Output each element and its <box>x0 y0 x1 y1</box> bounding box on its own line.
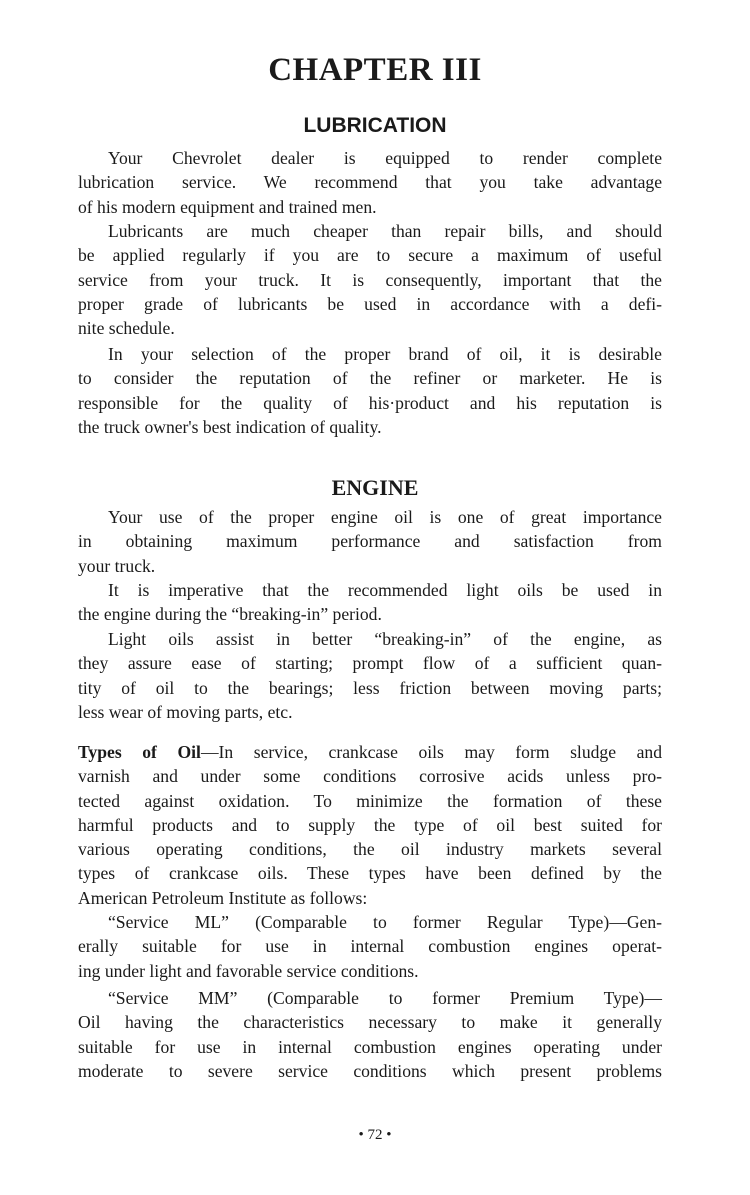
text-line: proper grade of lubricants be used in accordance with a defi- <box>78 293 662 314</box>
text-line: in obtaining maximum performance and satisfaction from <box>78 531 662 552</box>
paragraph-light-oils <box>78 627 662 724</box>
paragraph-service-ml <box>78 910 662 983</box>
text-line: your truck. <box>78 555 156 576</box>
paragraph-service-mm <box>78 986 662 1083</box>
text-line: It is imperative that the recommended light oils be used in <box>108 580 662 600</box>
text-line: various operating conditions, the oil industry markets several <box>78 839 662 860</box>
paragraph-brand <box>78 342 662 439</box>
text-line: In your selection of the proper brand of oil, it is desirable <box>108 344 662 364</box>
text-line: nite schedule. <box>78 318 175 339</box>
text-line: Light oils assist in better “breaking-in” of the engine, as <box>108 629 662 649</box>
text-line: tity of oil to the bearings; less friction between moving parts; <box>78 677 662 698</box>
text-line: to consider the reputation of the refiner or marketer. He is <box>78 368 662 389</box>
text-line: Oil having the characteristics necessary to make it generally <box>78 1012 662 1033</box>
text-line: erally suitable for use in internal combustion engines operat- <box>78 936 662 957</box>
text-line: Your Chevrolet dealer is equipped to render complete <box>108 148 662 168</box>
text-line: lubrication service. We recommend that you take advantage <box>78 172 662 193</box>
text-line: the truck owner's best indication of quality. <box>78 416 382 437</box>
text-line: they assure ease of starting; prompt flow of a sufficient quan- <box>78 653 662 674</box>
text-line: be applied regularly if you are to secure a maximum of useful <box>78 245 662 266</box>
page-number: • 72 • <box>358 1127 392 1143</box>
text-line: ing under light and favorable service conditions. <box>78 960 419 981</box>
section-title-engine: ENGINE <box>331 475 419 500</box>
text-line: moderate to severe service conditions which present problems <box>78 1060 662 1081</box>
paragraph-lubricants <box>78 219 662 340</box>
paragraph-breaking-in <box>78 578 662 627</box>
text-line: Lubricants are much cheaper than repair bills, and should <box>108 221 662 241</box>
text-span: —In service, crankcase oils may form sludge and <box>200 742 662 762</box>
text-line: Your use of the proper engine oil is one of great importance <box>108 507 662 527</box>
text-line: tected against oxidation. To minimize the formation of these <box>78 790 662 811</box>
text-line: varnish and under some conditions corrosive acids unless pro- <box>78 766 662 787</box>
text-line: types of crankcase oils. These types have been defined by the <box>78 863 662 884</box>
paragraph-engine-oil <box>78 505 662 578</box>
chapter-title: CHAPTER III <box>268 52 482 88</box>
runin-heading: Types of Oil <box>78 742 201 762</box>
text-line: American Petroleum Institute as follows: <box>78 887 368 908</box>
text-line: the engine during the “breaking-in” period. <box>78 604 382 625</box>
text-line: responsible for the quality of his·product and his reputation is <box>78 392 662 413</box>
text-line: suitable for use in internal combustion engines operating under <box>78 1036 662 1057</box>
text-line: “Service MM” (Comparable to former Premium Type)— <box>108 988 662 1008</box>
text-line: harmful products and to supply the type of oil best suited for <box>78 814 662 835</box>
text-line: less wear of moving parts, etc. <box>78 701 293 722</box>
paragraph-dealer <box>78 146 662 219</box>
text-line: service from your truck. It is consequently, important that the <box>78 269 662 290</box>
text-line: of his modern equipment and trained men. <box>78 196 377 217</box>
paragraph-types-of-oil <box>78 740 662 910</box>
text-line <box>78 740 662 764</box>
text-line: “Service ML” (Comparable to former Regular Type)—Gen- <box>108 912 662 932</box>
section-title-lubrication: LUBRICATION <box>303 114 447 137</box>
